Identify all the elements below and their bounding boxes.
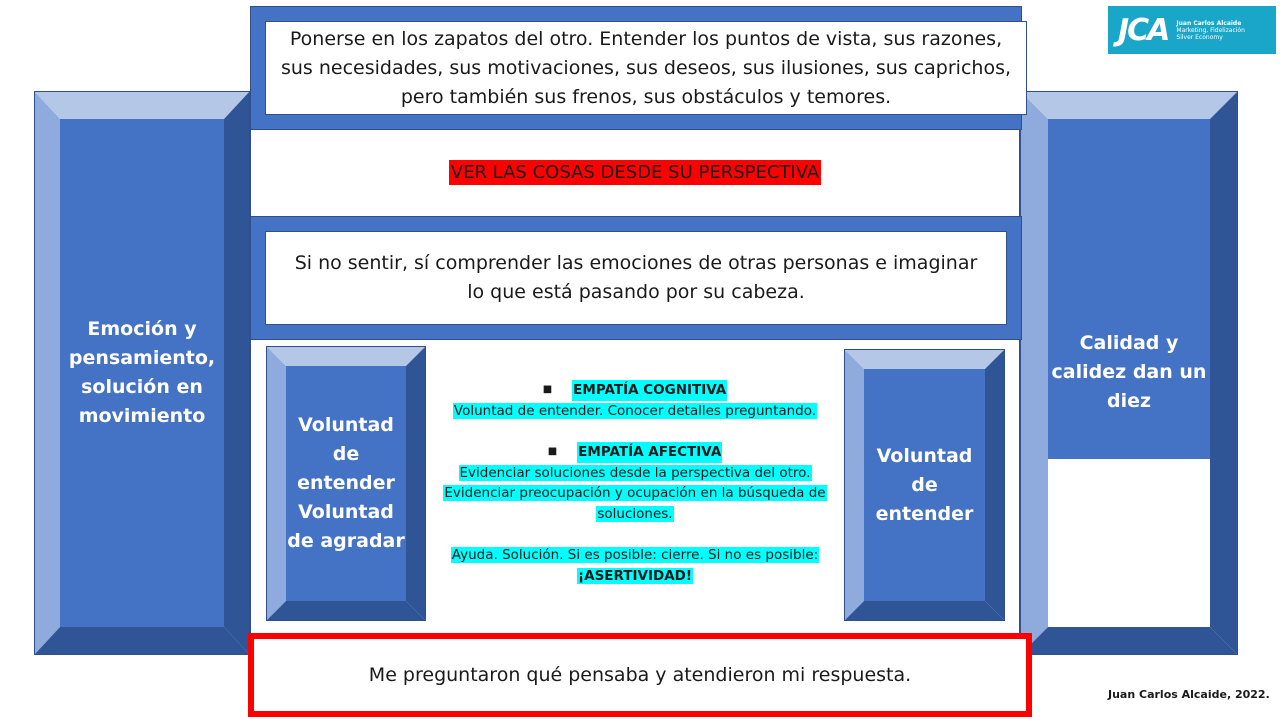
- perspective-title: VER LAS COSAS DESDE SU PERSPECTIVA: [450, 161, 820, 183]
- logo-line-3: Silver Economy: [1176, 33, 1223, 41]
- logo-line-1: Juan Carlos Alcaide: [1176, 19, 1242, 27]
- inner-right-label: Voluntad de entender: [864, 369, 985, 601]
- title-row: [250, 128, 1020, 216]
- afectiva-title: EMPATÍA AFECTIVA: [577, 442, 722, 463]
- bottom-quote-text: Me preguntaron qué pensaba y atendieron mi respuesta.: [368, 664, 912, 686]
- logo-mark: JCA: [1118, 12, 1169, 48]
- emotions-line-1: Si no sentir, sí comprender las emociones de otras personas e imaginar: [294, 252, 978, 274]
- closing-line-2: ¡ASERTIVIDAD!: [577, 567, 693, 584]
- bottom-quote: [248, 633, 1032, 717]
- afectiva-line-1: Evidenciar soluciones desde la perspectiva del otro.: [459, 464, 811, 481]
- left-pillar: [34, 91, 250, 655]
- bullet-icon: ■: [542, 384, 553, 395]
- afectiva-heading: [432, 442, 838, 463]
- inner-left-pillar: [266, 346, 426, 621]
- left-pillar-label: Emoción y pensamiento, solución en movimiento: [60, 119, 224, 627]
- inner-right-pillar: [844, 349, 1005, 621]
- inner-left-label: Voluntad de entender Voluntad de agradar: [286, 366, 406, 601]
- afectiva-line-2: Evidenciar preocupación y ocupación en la búsqueda de: [444, 485, 826, 501]
- cognitiva-heading: [432, 380, 838, 401]
- logo-caption: [1176, 20, 1245, 41]
- emotions-line-2: lo que está pasando por su cabeza.: [467, 281, 805, 303]
- right-pillar: [1020, 91, 1238, 655]
- right-pillar-label: Calidad y calidez dan un diez: [1048, 119, 1210, 459]
- afectiva-line-3: soluciones.: [597, 505, 673, 522]
- top-description: [265, 21, 1027, 115]
- logo-line-2: Marketing, Fidelización: [1176, 26, 1245, 34]
- top-description-text: Ponerse en los zapatos del otro. Entender los puntos de vista, sus razones, sus necesidades, sus motivaciones, sus deseos, sus ilusiones, sus caprichos, pero también sus frenos, sus obstáculos y temores.: [280, 27, 1012, 108]
- emotions-description: [265, 231, 1007, 325]
- jca-logo: [1108, 6, 1276, 54]
- bullet-icon: ■: [547, 446, 558, 457]
- cognitiva-title: EMPATÍA COGNITIVA: [572, 380, 727, 401]
- empathy-details: [432, 380, 838, 586]
- credit-text: Juan Carlos Alcaide, 2022.: [1108, 688, 1270, 701]
- closing-line-1: Ayuda. Solución. Si es posible: cierre. Si no es posible:: [451, 547, 819, 563]
- cognitiva-text: Voluntad de entender. Conocer detalles preguntando.: [453, 402, 817, 419]
